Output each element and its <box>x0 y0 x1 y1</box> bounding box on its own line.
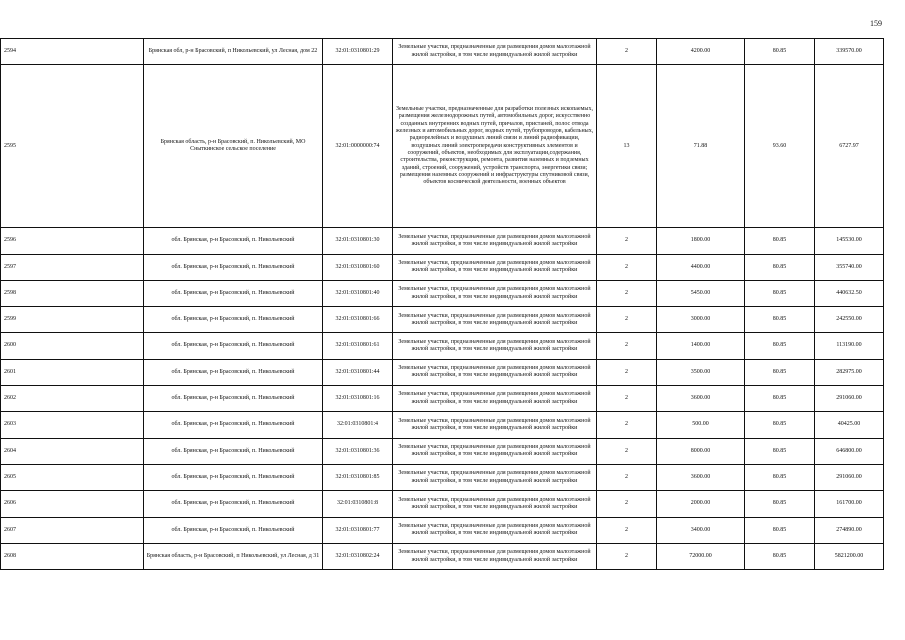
table-row <box>1 228 884 254</box>
land-use-cell: Земельные участки, предназначенные для размещения домов малоэтажной жилой застройки, в том числе индивидуальной жилой застройки <box>393 412 597 438</box>
table-row <box>1 39 884 65</box>
group-cell: 2 <box>597 280 657 306</box>
cadastral-number-cell: 32:01:0310801:61 <box>323 333 393 359</box>
cadastral-value-cell: 113190.00 <box>815 333 884 359</box>
cadastral-value-cell: 440632.50 <box>815 280 884 306</box>
rate-cell: 80.85 <box>745 412 815 438</box>
area-cell: 3000.00 <box>657 307 745 333</box>
row-number: 2606 <box>1 491 144 517</box>
area-cell: 71.88 <box>657 65 745 228</box>
table-row <box>1 464 884 490</box>
table-row <box>1 412 884 438</box>
group-cell: 2 <box>597 254 657 280</box>
land-use-cell: Земельные участки, предназначенные для размещения домов малоэтажной жилой застройки, в том числе индивидуальной жилой застройки <box>393 438 597 464</box>
table-row <box>1 254 884 280</box>
cadastral-number-cell: 32:01:0310801:66 <box>323 307 393 333</box>
land-use-cell: Земельные участки, предназначенные для размещения домов малоэтажной жилой застройки, в том числе индивидуальной жилой застройки <box>393 543 597 569</box>
cadastral-value-cell: 291060.00 <box>815 386 884 412</box>
rate-cell: 93.60 <box>745 65 815 228</box>
group-cell: 13 <box>597 65 657 228</box>
cadastral-value-cell: 6727.97 <box>815 65 884 228</box>
area-cell: 500.00 <box>657 412 745 438</box>
land-use-cell: Земельные участки, предназначенные для размещения домов малоэтажной жилой застройки, в том числе индивидуальной жилой застройки <box>393 333 597 359</box>
rate-cell: 80.85 <box>745 438 815 464</box>
row-number: 2607 <box>1 517 144 543</box>
cadastral-number-cell: 32:01:0310801:4 <box>323 412 393 438</box>
row-number: 2597 <box>1 254 144 280</box>
cadastral-number-cell: 32:01:0310801:85 <box>323 464 393 490</box>
land-use-cell: Земельные участки, предназначенные для размещения домов малоэтажной жилой застройки, в том числе индивидуальной жилой застройки <box>393 39 597 65</box>
group-cell: 2 <box>597 412 657 438</box>
row-number: 2601 <box>1 359 144 385</box>
row-number: 2595 <box>1 65 144 228</box>
land-use-cell: Земельные участки, предназначенные для размещения домов малоэтажной жилой застройки, в том числе индивидуальной жилой застройки <box>393 307 597 333</box>
cadastral-number-cell: 32:01:0000000:74 <box>323 65 393 228</box>
row-number: 2594 <box>1 39 144 65</box>
table-row <box>1 65 884 228</box>
group-cell: 2 <box>597 517 657 543</box>
table-row <box>1 359 884 385</box>
group-cell: 2 <box>597 491 657 517</box>
cadastral-number-cell: 32:01:0310801:44 <box>323 359 393 385</box>
area-cell: 72000.00 <box>657 543 745 569</box>
land-use-cell: Земельные участки, предназначенные для размещения домов малоэтажной жилой застройки, в том числе индивидуальной жилой застройки <box>393 491 597 517</box>
land-use-cell: Земельные участки, предназначенные для размещения домов малоэтажной жилой застройки, в том числе индивидуальной жилой застройки <box>393 386 597 412</box>
rate-cell: 80.85 <box>745 280 815 306</box>
rate-cell: 80.85 <box>745 333 815 359</box>
row-number: 2604 <box>1 438 144 464</box>
rate-cell: 80.85 <box>745 359 815 385</box>
table-row <box>1 543 884 569</box>
cadastral-number-cell: 32:01:0310802:24 <box>323 543 393 569</box>
area-cell: 3600.00 <box>657 464 745 490</box>
address-cell: обл. Брянская, р-н Брасовский, п. Никольевский <box>144 280 323 306</box>
area-cell: 8000.00 <box>657 438 745 464</box>
cadastral-value-table <box>0 38 884 570</box>
cadastral-number-cell: 32:01:0310801:8 <box>323 491 393 517</box>
address-cell: обл. Брянская, р-н Брасовский, п. Никольевский <box>144 228 323 254</box>
address-cell: обл. Брянская, р-н Брасовский, п. Никольевский <box>144 307 323 333</box>
address-cell: обл. Брянская, р-н Брасовский, п. Никольевский <box>144 254 323 280</box>
land-use-cell: Земельные участки, предназначенные для размещения домов малоэтажной жилой застройки, в том числе индивидуальной жилой застройки <box>393 359 597 385</box>
group-cell: 2 <box>597 307 657 333</box>
cadastral-number-cell: 32:01:0310801:16 <box>323 386 393 412</box>
group-cell: 2 <box>597 228 657 254</box>
rate-cell: 80.85 <box>745 39 815 65</box>
table-row <box>1 517 884 543</box>
area-cell: 1400.00 <box>657 333 745 359</box>
group-cell: 2 <box>597 543 657 569</box>
rate-cell: 80.85 <box>745 386 815 412</box>
land-use-cell: Земельные участки, предназначенные для размещения домов малоэтажной жилой застройки, в том числе индивидуальной жилой застройки <box>393 228 597 254</box>
row-number: 2608 <box>1 543 144 569</box>
cadastral-value-cell: 282975.00 <box>815 359 884 385</box>
address-cell: обл. Брянская, р-н Брасовский, п. Никольевский <box>144 359 323 385</box>
rate-cell: 80.85 <box>745 228 815 254</box>
cadastral-number-cell: 32:01:0310801:40 <box>323 280 393 306</box>
cadastral-value-cell: 5821200.00 <box>815 543 884 569</box>
row-number: 2599 <box>1 307 144 333</box>
cadastral-value-cell: 274890.00 <box>815 517 884 543</box>
table-row <box>1 307 884 333</box>
land-use-cell: Земельные участки, предназначенные для размещения домов малоэтажной жилой застройки, в том числе индивидуальной жилой застройки <box>393 254 597 280</box>
address-cell: Брянская обл, р-н Брасовский, п Никольевский, ул Лесная, дом 22 <box>144 39 323 65</box>
area-cell: 1800.00 <box>657 228 745 254</box>
rate-cell: 80.85 <box>745 307 815 333</box>
address-cell: Брянская область, р-н Брасовский, п Никольевский, ул Лесная, д 31 <box>144 543 323 569</box>
cadastral-value-cell: 646800.00 <box>815 438 884 464</box>
cadastral-value-cell: 145530.00 <box>815 228 884 254</box>
group-cell: 2 <box>597 438 657 464</box>
area-cell: 4200.00 <box>657 39 745 65</box>
rate-cell: 80.85 <box>745 543 815 569</box>
row-number: 2600 <box>1 333 144 359</box>
row-number: 2598 <box>1 280 144 306</box>
area-cell: 5450.00 <box>657 280 745 306</box>
address-cell: обл. Брянская, р-н Брасовский, п. Никольевский <box>144 386 323 412</box>
land-use-cell: Земельные участки, предназначенные для размещения домов малоэтажной жилой застройки, в том числе индивидуальной жилой застройки <box>393 464 597 490</box>
cadastral-value-cell: 291060.00 <box>815 464 884 490</box>
address-cell: обл. Брянская, р-н Брасовский, п. Никольевский <box>144 412 323 438</box>
cadastral-number-cell: 32:01:0310801:36 <box>323 438 393 464</box>
group-cell: 2 <box>597 386 657 412</box>
rate-cell: 80.85 <box>745 517 815 543</box>
land-use-cell: Земельные участки, предназначенные для размещения домов малоэтажной жилой застройки, в том числе индивидуальной жилой застройки <box>393 517 597 543</box>
area-cell: 3600.00 <box>657 386 745 412</box>
cadastral-value-cell: 161700.00 <box>815 491 884 517</box>
land-use-cell: Земельные участки, предназначенные для разработки полезных ископаемых, размещения железнодорожных путей, автомобильных дорог, искусственно созданных внутренних водных путей, причалов, пристаней, полос отвода железных и автомобильных дорог, водных путей, трубопроводов, кабельных, радиорелейных и воздушных линий связи и линий радиофикации, воздушных линий электропередачи конструктивных элементов и сооружений, объектов, необходимых для эксплуатации,содержания, строительства, реконструкции, ремонта, развития наземных и подземных зданий, строений, сооружений, устройств транспорта, энергетики связи; размещения наземных сооружений и инфраструктуры спутниковой связи, объектов космической деятельности, военных объектов <box>393 65 597 228</box>
address-cell: Брянская область, р-н Брасовский, п. Никольевский, МО Сныткинское сельское поселение <box>144 65 323 228</box>
address-cell: обл. Брянская, р-н Брасовский, п. Никольевский <box>144 438 323 464</box>
table-row <box>1 491 884 517</box>
group-cell: 2 <box>597 464 657 490</box>
group-cell: 2 <box>597 39 657 65</box>
land-use-cell: Земельные участки, предназначенные для размещения домов малоэтажной жилой застройки, в том числе индивидуальной жилой застройки <box>393 280 597 306</box>
area-cell: 3400.00 <box>657 517 745 543</box>
cadastral-value-cell: 339570.00 <box>815 39 884 65</box>
cadastral-number-cell: 32:01:0310801:60 <box>323 254 393 280</box>
cadastral-number-cell: 32:01:0310801:77 <box>323 517 393 543</box>
cadastral-value-cell: 40425.00 <box>815 412 884 438</box>
table-body <box>1 39 884 570</box>
page-number: 159 <box>870 19 882 28</box>
cadastral-value-cell: 355740.00 <box>815 254 884 280</box>
row-number: 2596 <box>1 228 144 254</box>
address-cell: обл. Брянская, р-н Брасовский, п. Никольевский <box>144 491 323 517</box>
address-cell: обл. Брянская, р-н Брасовский, п. Никольевский <box>144 464 323 490</box>
row-number: 2603 <box>1 412 144 438</box>
address-cell: обл. Брянская, р-н Брасовский, п. Никольевский <box>144 517 323 543</box>
table-row <box>1 386 884 412</box>
rate-cell: 80.85 <box>745 464 815 490</box>
area-cell: 2000.00 <box>657 491 745 517</box>
address-cell: обл. Брянская, р-н Брасовский, п. Никольевский <box>144 333 323 359</box>
cadastral-number-cell: 32:01:0310801:29 <box>323 39 393 65</box>
row-number: 2605 <box>1 464 144 490</box>
table-row <box>1 333 884 359</box>
rate-cell: 80.85 <box>745 254 815 280</box>
area-cell: 4400.00 <box>657 254 745 280</box>
table-row <box>1 438 884 464</box>
area-cell: 3500.00 <box>657 359 745 385</box>
rate-cell: 80.85 <box>745 491 815 517</box>
cadastral-number-cell: 32:01:0310801:30 <box>323 228 393 254</box>
group-cell: 2 <box>597 333 657 359</box>
group-cell: 2 <box>597 359 657 385</box>
table-row <box>1 280 884 306</box>
row-number: 2602 <box>1 386 144 412</box>
cadastral-value-cell: 242550.00 <box>815 307 884 333</box>
